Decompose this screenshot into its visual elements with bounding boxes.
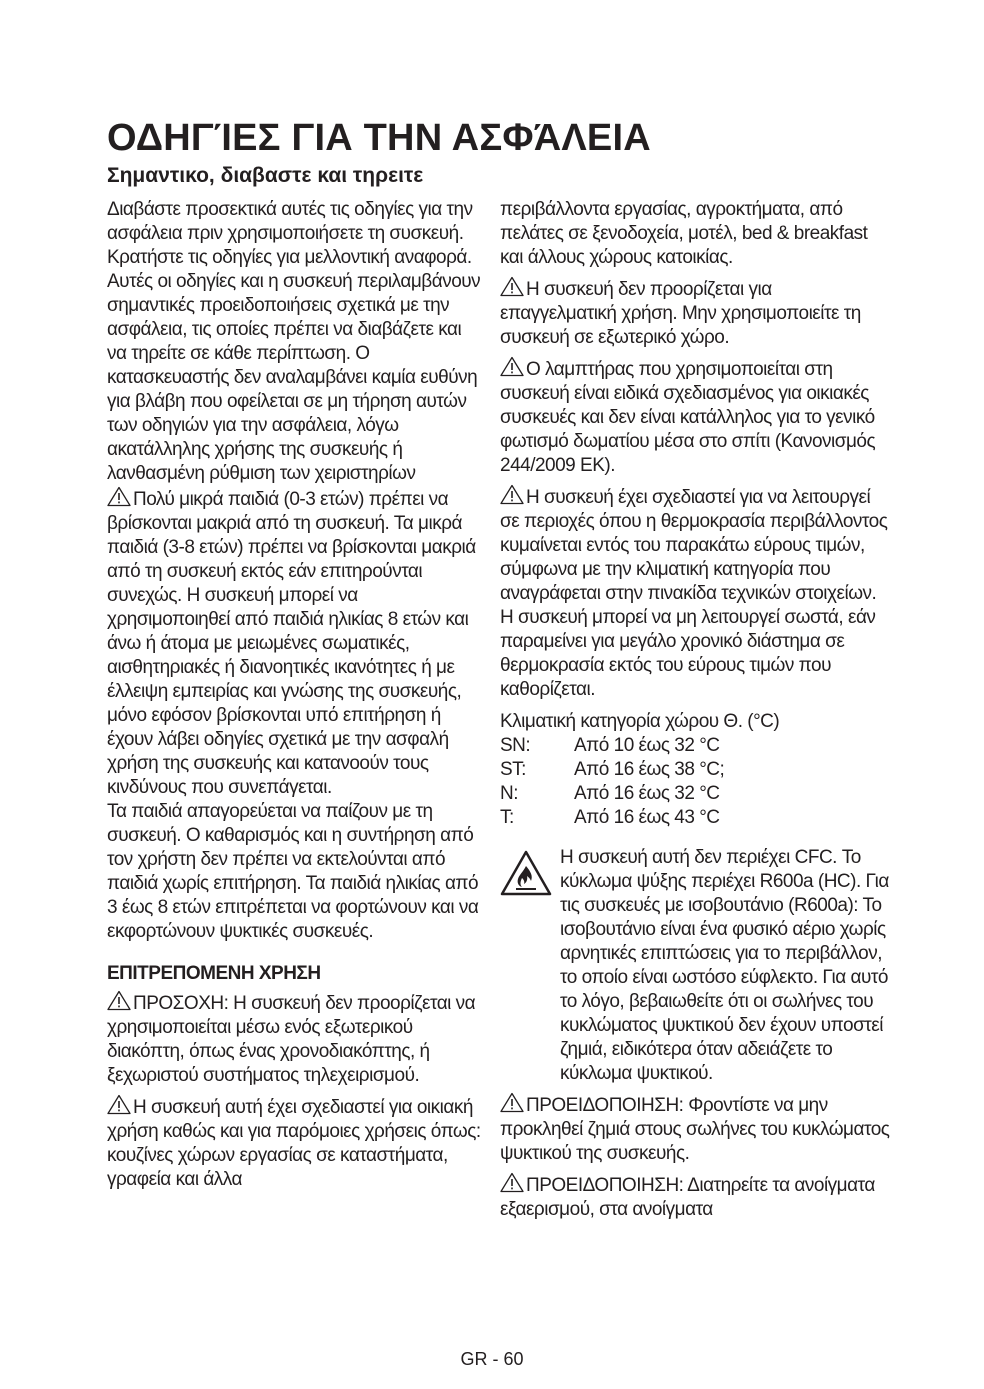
flammable-warning-icon-wrapper — [500, 846, 560, 1086]
climate-range: Από 16 έως 43 °C — [574, 807, 720, 828]
climate-class-table — [500, 710, 890, 830]
household-use-paragraph — [107, 1094, 482, 1192]
warning-triangle-icon — [107, 1094, 131, 1115]
refrigerant-notice — [500, 846, 890, 1086]
household-use-text: Η συσκευή αυτή έχει σχεδιαστεί για οικιακή χρήση καθώς και για παρόμοιες χρήσεις όπως: κουζίνες χώρων εργασίας σε καταστήματα, γραφεία και άλλα — [107, 1097, 481, 1190]
climate-row — [500, 806, 890, 830]
climate-row — [500, 782, 890, 806]
page-title: ΟΔΗΓΊΕΣ ΓΙΑ ΤΗΝ ΑΣΦΆΛΕΙΑ — [107, 117, 651, 159]
external-switch-warning-text: ΠΡΟΣΟΧΗ: Η συσκευή δεν προορίζεται να χρησιμοποιείται μέσω ενός εξωτερικού διακόπτη, όπως ένας χρονοδιακόπτης, ή ξεχωριστού συστήματος τηλεχειρισμού. — [107, 993, 476, 1086]
lamp-warning-text: Ο λαμπτήρας που χρησιμοποιείται στη συσκευή είναι ειδικά σχεδιασμένος για οικιακές συσκευές και δεν είναι κατάλληλος για το γενικό φωτισμό δωματίου μέσα στο σπίτι (Κανονισμός 244/2009 ΕΚ). — [500, 359, 876, 476]
page-number: GR - 60 — [460, 1349, 524, 1369]
climate-code: N: — [500, 783, 518, 804]
children-warning-text: Πολύ μικρά παιδιά (0-3 ετών) πρέπει να βρίσκονται μακριά από τη συσκευή. Τα μικρά παιδιά (3-8 ετών) πρέπει να βρίσκονται μακριά από τη συσκευή εκτός εάν επιτηρούνται συνεχώς. Η συσκευή μπορεί να χρησιμοποιηθεί από παιδιά ηλικίας 8 ετών και άνω ή άτομα με μειωμένες σωματικές, αισθητηριακές ή διανοητικές ικανότητες ή με έλλειψη εμπειρίας και γνώσης της συσκευής, μόνο εφόσον βρίσκονται υπό επιτήρηση ή έχουν λάβει οδηγίες σχετικά με την ασφαλή χρήση της συσκευής και κατανοούν τους κινδύνους που συνεπάγεται. — [107, 489, 476, 798]
climate-range: Από 16 έως 32 °C — [574, 783, 720, 804]
professional-use-warning — [500, 276, 890, 350]
manufacturer-paragraph: Αυτές οι οδηγίες και η συσκευή περιλαμβάνουν σημαντικές προειδοποιήσεις σχετικά με την ασφάλεια, τις οποίες πρέπει να διαβάζετε και να τηρείτε σε κάθε περίπτωση. Ο κατασκευαστής δεν αναλαμβάνει καμία ευθύνη για βλάβη που οφείλεται σε μη τήρηση αυτών των οδηγιών για την ασφάλεια, λόγω ακατάλληλης χρήσης της συσκευής ή λανθασμένη ρύθμιση των χειριστηρίων — [107, 271, 481, 484]
environments-paragraph: περιβάλλοντα εργασίας, αγροκτήματα, από πελάτες σε ξενοδοχεία, μοτέλ, bed & breakfast και άλλους χώρους κατοικίας. — [500, 199, 868, 268]
children-play-paragraph: Τα παιδιά απαγορεύεται να παίζουν με τη συσκευή. Ο καθαρισμός και η συντήρηση από τον χρήστη δεν πρέπει να εκτελούνται από παιδιά χωρίς επιτήρηση. Τα παιδιά ηλικίας από 3 έως 8 ετών επιτρέπεται να φορτώνουν και να εκφορτώνουν ψυκτικές συσκευές. — [107, 801, 479, 942]
permitted-use-heading: ΕΠΙΤΡΕΠΟΜΕΝΗ ΧΡΗΣΗ — [107, 963, 321, 984]
warning-triangle-icon — [107, 990, 131, 1011]
ambient-temperature-text: Η συσκευή έχει σχεδιαστεί για να λειτουργεί σε περιοχές όπου η θερμοκρασία περιβάλλοντος κυμαίνεται εντός του παρακάτω εύρους τιμών, σύμφωνα με την κλιματική κατηγορία που αναγράφεται στην πινακίδα τεχνικών στοιχείων. Η συσκευή μπορεί να μη λειτουργεί σωστά, εάν παραμείνει για μεγάλο χρονικό διάστημα σε θερμοκρασία εκτός του εύρους τιμών που καθορίζεται. — [500, 487, 888, 700]
climate-row — [500, 758, 890, 782]
ambient-temperature-warning — [500, 484, 890, 702]
refrigerant-notice-text: Η συσκευή αυτή δεν περιέχει CFC. Το κύκλωμα ψύξης περιέχει R600a (HC). Για τις συσκευές με ισοβουτάνιο (R600a): Το ισοβουτάνιο είναι ένα φυσικό αέριο χωρίς αρνητικές επιπτώσεις για το περιβάλλον, το οποίο είναι ωστόσο εύφλεκτο. Για αυτό το λόγο, βεβαιωθείτε ότι οι σωλήνες του κυκλώματος ψυκτικού δεν έχουν υποστεί ζημιά, ειδικότερα όταν αδειάζετε το κύκλωμα ψυκτικού. — [560, 847, 889, 1084]
climate-code: T: — [500, 807, 514, 828]
refrigerant-pipes-text: ΠΡΟΕΙΔΟΠΟΙΗΣΗ: Φροντίστε να μην προκληθεί ζημιά στους σωλήνες του κυκλώματος ψυκτικού της συσκευής. — [500, 1095, 890, 1164]
ventilation-warning — [500, 1172, 890, 1222]
ventilation-text: ΠΡΟΕΙΔΟΠΟΙΗΣΗ: Διατηρείτε τα ανοίγματα εξαερισμού, στα ανοίγματα — [500, 1175, 875, 1220]
lamp-warning — [500, 356, 890, 478]
climate-code: ST: — [500, 759, 526, 780]
climate-row — [500, 734, 890, 758]
professional-use-text: Η συσκευή δεν προορίζεται για επαγγελματική χρήση. Μην χρησιμοποιείτε τη συσκευή σε εξωτερικό χώρο. — [500, 279, 861, 348]
warning-triangle-icon — [500, 356, 524, 377]
flammable-warning-icon — [500, 850, 552, 896]
warning-triangle-icon — [500, 276, 524, 297]
climate-class-header: Κλιματική κατηγορία χώρου Θ. (°C) — [500, 711, 780, 732]
climate-range: Από 16 έως 38 °C; — [574, 759, 725, 780]
warning-triangle-icon — [107, 486, 131, 507]
page-subtitle: Σημαντικο, διαβαστε και τηρειτε — [107, 164, 424, 187]
warning-triangle-icon — [500, 1092, 524, 1113]
refrigerant-pipes-warning — [500, 1092, 890, 1166]
external-switch-warning — [107, 990, 482, 1088]
intro-paragraph: Διαβάστε προσεκτικά αυτές τις οδηγίες για την ασφάλεια πριν χρησιμοποιήσετε τη συσκευή. Κρατήστε τις οδηγίες για μελλοντική αναφορά. — [107, 199, 473, 268]
climate-code: SN: — [500, 735, 531, 756]
children-warning-paragraph — [107, 486, 482, 800]
warning-triangle-icon — [500, 1172, 524, 1193]
climate-range: Από 10 έως 32 °C — [574, 735, 720, 756]
left-column — [107, 198, 482, 1192]
warning-triangle-icon — [500, 484, 524, 505]
right-column — [500, 198, 890, 1222]
